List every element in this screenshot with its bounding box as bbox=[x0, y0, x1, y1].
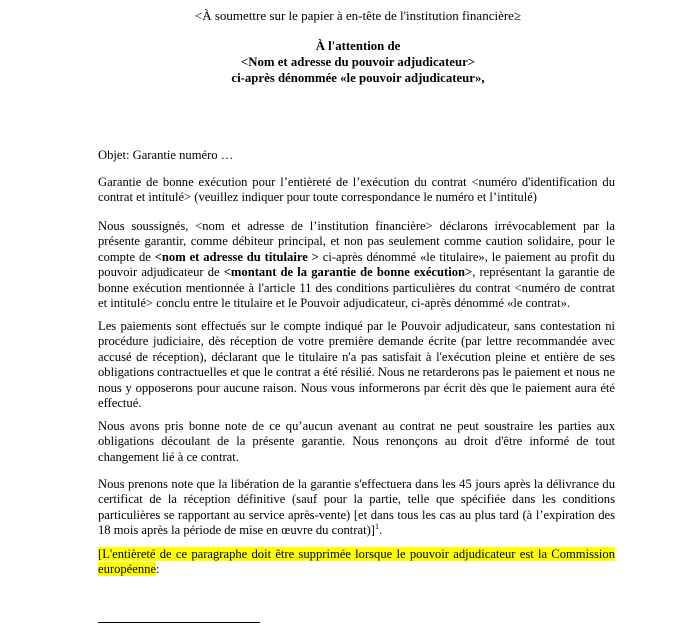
paragraph-text: Garantie de bonne exécution pour l’entièreté de l’exécution du contrat <numéro d'identification du contrat et intitulé> (veuillez indiquer pour toute correspondance le numéro et l’intitulé) bbox=[98, 175, 615, 205]
authority-name-placeholder: <Nom et adresse du pouvoir adjudicateur> bbox=[240, 55, 476, 69]
footnote-reference[interactable]: 1 bbox=[374, 522, 379, 532]
amount-placeholder: <montant de la garantie de bonne exécution> bbox=[223, 265, 473, 280]
paragraph-payments: Les paiements sont effectués sur le compte indiqué par le Pouvoir adjudicateur, sans contestation ni procédure judiciaire, dès réception de votre première demande écrite (par lettre recommandée avec accusé de réception), déclarant que le titulaire n'a pas satisfait à l'exécution pleine et entière de ses obligations contractuelles et que le contrat a été résilié. Nous ne retarderons pas le paiement et nous ne nous y opposerons pour aucune raison. Nous vous informerons par écrit dès que le paiement aura été effectué. bbox=[98, 319, 615, 411]
paragraph-declaration bbox=[98, 219, 615, 311]
paragraph-text: Nous prenons note que la libération de la garantie s'effectuera dans les 45 jours après la délivrance du certificat de la réception définitive (sauf pour la partie, telle que spécifiée dans les conditions particulières se rapportant au service après-vente) [et dans tous les cas au plus tard (à l’expiration des 18 mois après la période de mise en œuvre du contrat)] bbox=[98, 477, 615, 538]
instruction-note: <À soumettre sur le papier à en-tête de l'institution financière≥ bbox=[194, 8, 522, 23]
paragraph-text: Nous soussignés, <nom et adresse de l’institution financière> déclarons irrévocablement par la présente garantir, comme débiteur principal, et non pas seulement comme caution solidaire, pour le compte de bbox=[98, 219, 615, 264]
footnote-separator bbox=[98, 622, 260, 623]
attention-line: À l'attention de bbox=[315, 39, 401, 53]
authority-designation: ci-après dénommée «le pouvoir adjudicateur», bbox=[231, 71, 485, 85]
subject-line: Objet: Garantie numéro … bbox=[98, 148, 234, 162]
paragraph-commission-note: [L'entièreté de ce paragraphe doit être supprimée lorsque le pouvoir adjudicateur est la Commission européenne: bbox=[98, 547, 615, 577]
paragraph-release: Nous prenons note que la libération de la garantie s'effectuera dans les 45 jours après la délivrance du certificat de la réception définitive (sauf pour la partie, telle que spécifiée dans les conditions particulières se rapportant au service après-vente) [et dans tous les cas au plus tard (à l’expiration des 18 mois après la période de mise en œuvre du contrat)]$^1$. bbox=[98, 477, 615, 538]
paragraph-amendments: Nous avons pris bonne note de ce qu’aucun avenant au contrat ne peut soustraire les parties aux obligations découlant de la présente garantie. Nous renonçons au droit d'être informé de tout changement lié à ce contrat. bbox=[98, 419, 615, 464]
paragraph-text: , représentant la garantie de bonne exécution mentionnée à l'article 11 des conditions particulières du contrat <numéro de contrat et intitulé> conclu entre le titulaire et le Pouvoir adjudicateur, ci-après dénommé «le contrat». bbox=[98, 265, 615, 311]
highlighted-instruction: [L'entièreté de ce paragraphe doit être supprimée lorsque le pouvoir adjudicateur est la Commission européenne bbox=[98, 547, 615, 577]
paragraph-guarantee-purpose bbox=[98, 175, 615, 206]
addressee-block bbox=[98, 38, 618, 86]
paragraph-text: ci-après dénommé «le titulaire», le paiement au profit du pouvoir adjudicateur de bbox=[98, 249, 615, 280]
contractor-placeholder: <nom et adresse du titulaire > bbox=[154, 249, 319, 264]
